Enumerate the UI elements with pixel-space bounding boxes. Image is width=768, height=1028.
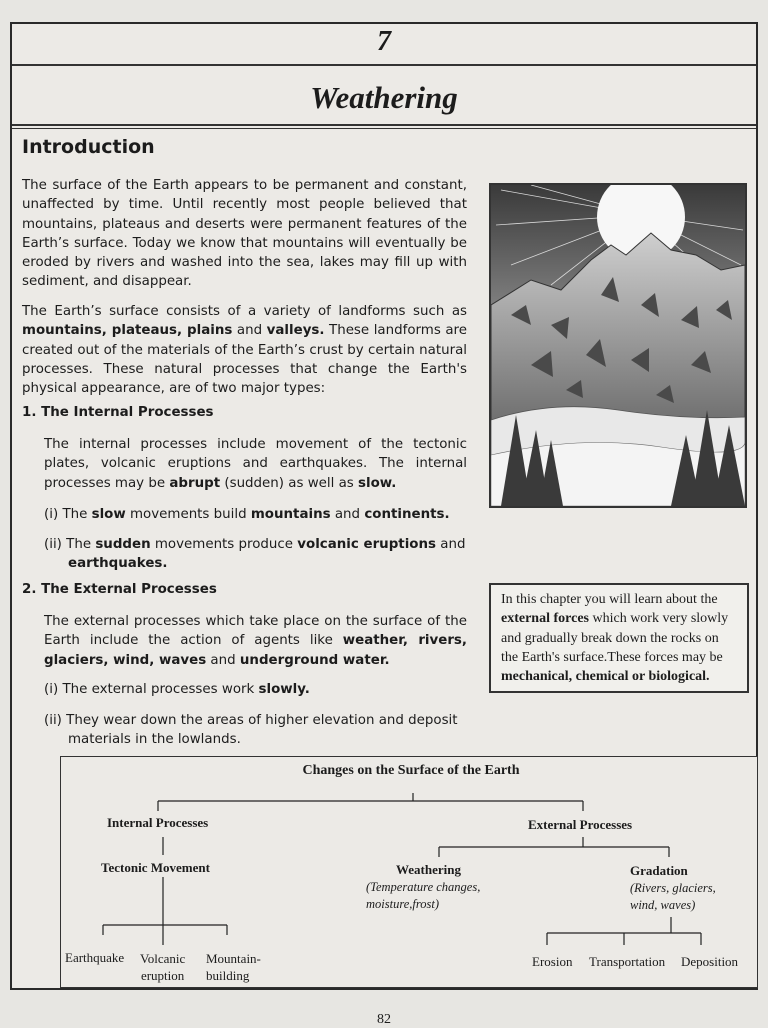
external-item-1: (i) The external processes work slowly. [44,682,310,697]
external-paragraph: The external processes which take place on the surface of the Earth include the action of agents like weather, rivers, glaciers, wind, waves and underground water. [44,614,467,668]
external-processes-node: External Processes [528,817,633,832]
intro-paragraph-1: The surface of the Earth appears to be permanent and constant, unaffected by time. Until recently most people believed that mountains, plateaus and deserts were permanent features of the Earth’s surface. Today we know that mountains will eventually be eroded by rivers and washed into the sea, lakes may fill up with sediment, and disappear. [22,178,467,290]
volcanic-eruption-node: Volcanic eruption [140,951,186,983]
internal-paragraph: The internal processes include movement of the tectonic plates, volcanic eruptions and earthquakes. The internal processes may be abrupt (sudden) as well as slow. [44,437,467,491]
gradation-note: (Rivers, glaciers, wind, waves) [630,881,716,912]
tectonic-movement-node: Tectonic Movement [101,860,210,875]
header-rule [12,64,756,66]
title-rule [12,124,756,126]
gradation-node: Gradation [630,863,688,878]
chapter-note-text: In this chapter you will learn about the external forces which work very slowly and gradually break down the rocks on the Earth's surface.These forces may be mechanical, chemical or biological. [501,592,729,685]
mountain-sun-illustration [489,183,747,508]
chapter-number: 7 [377,26,391,57]
erosion-node: Erosion [532,954,573,969]
internal-processes-heading: 1. The Internal Processes [22,405,214,420]
internal-processes-node: Internal Processes [107,815,209,830]
chapter-title: Weathering [310,80,458,115]
internal-item-1: (i) The slow movements build mountains and continents. [44,507,450,522]
external-item-2: (ii) They wear down the areas of higher elevation and deposit materials in the lowlands. [44,713,458,748]
external-processes-heading: 2. The External Processes [22,582,217,597]
chapter-note-box [489,583,749,693]
diagram-title: Changes on the Surface of the Earth [302,763,520,778]
surface-changes-diagram [60,756,758,988]
mountain-building-node: Mountain- building [206,951,261,983]
introduction-heading: Introduction [22,136,155,158]
intro-paragraph-2: The Earth’s surface consists of a variety of landforms such as mountains, plateaus, plains and valleys. These landforms are created out of the materials of the Earth’s crust by certain natural processes. These natural processes that change the Earth's physical appearance, are of two major types: [22,304,468,397]
title-rule-thin [12,128,756,129]
deposition-node: Deposition [681,954,739,969]
earthquake-node: Earthquake [65,950,125,965]
page-number: 82 [377,1012,391,1027]
weathering-node: Weathering [396,862,461,877]
transportation-node: Transportation [589,954,666,969]
weathering-note: (Temperature changes, moisture,frost) [366,880,481,911]
internal-item-2: (ii) The sudden movements produce volcanic eruptions and earthquakes. [44,537,466,572]
